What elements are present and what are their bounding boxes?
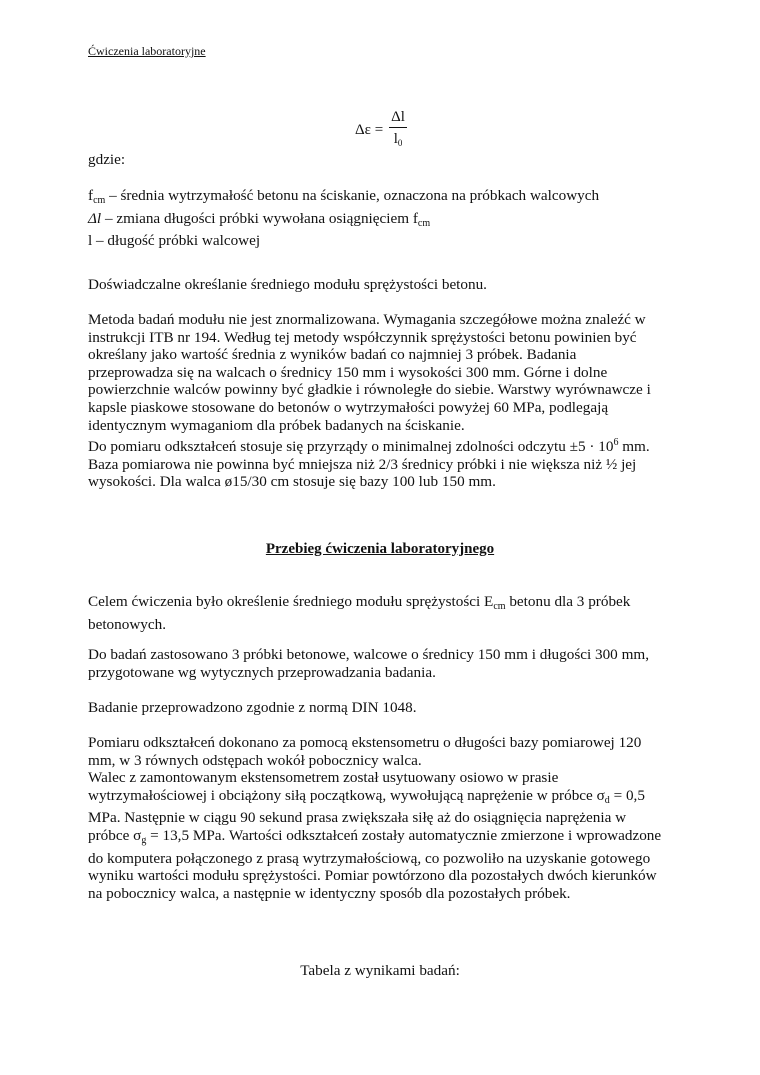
formula-numerator: Δl (389, 108, 407, 128)
formula-lhs: Δε = (355, 121, 384, 138)
definitions-list (88, 187, 688, 250)
page-header: Ćwiczenia laboratoryjne (88, 44, 206, 58)
definition-fcm: $f_{cm}$ – średnia wytrzymałość betonu na ściskanie, oznaczona na próbkach walcowych (88, 187, 600, 206)
definition-l: l – długość próbki walcowej (88, 232, 261, 250)
definition-delta-l: Δl – zmiana długości próbki wywołana osiągnięciem $f_{cm}$ (88, 209, 431, 229)
method-paragraph: Metoda badań modułu nie jest znormalizowana. Wymagania szczegółowe można znaleźć w instrukcji ITB nr 194. Według tej metody współczynnik sprężystości betonu powinien być określany jako wartość średnia z wyników badań co najmniej 3 próbek. Badania przeprowadza się na walcach o średnicy 150 mm i wysokości 300 mm. Górne i dolne powierzchnie walców powinny być gładkie i równoległe do siebie. Warstwy wyrównawcze i kapsle piaskowe stosowane do betonów o wytrzymałości powyżej 60 MPa, podlegają identycznym wymaganiom dla próbek badanych na ściskanie. Do pomiaru odkształceń stosuje się przyrządy o minimalnej zdolności odczytu $\pm 5 \cdot 10^6$ mm. Baza pomiarowa nie powinna być mniejsza niż 2/3 średnicy próbki i nie większa niż ½ jej wysokości. Dla walca ø15/30 cm stosuje się bazy 100 lub 150 mm. (88, 311, 688, 491)
table-caption: Tabela z wynikami badań: (300, 962, 460, 979)
procedure-paragraph: Pomiaru odkształceń dokonano za pomocą ekstensometru o długości bazy pomiarowej 120 mm, w 3 równych odstępach wokół pobocznicy walca. Walec z zamontowanym ekstensometrem został usytuowany osiowo w prasie wytrzymałościowej i obciążony siłą początkową, wywołującą naprężenie w próbce $\sigma_d = 0,5$ MPa. Następnie w ciągu 90 sekund prasa zwiększała siłę aż do osiągnięcia naprężenia w próbce $\sigma_g = 13,5$ MPa. Wartości odkształceń zostały automatycznie zmierzone i wprowadzone do komputera połączonego z prasą wytrzymałościową, co pozwoliło na uzyskanie gotowego wyniku wartości modułu sprężystości. Pomiar powtórzono dla pozostałych dwóch kierunków na pobocznicy walca, a następnie w identyczny sposób dla pozostałych próbek. (88, 734, 662, 902)
norm-paragraph: Badanie przeprowadzono zgodnie z normą DIN 1048. (88, 699, 417, 716)
section-title: Przebieg ćwiczenia laboratoryjnego (265, 541, 495, 557)
measure-line: Do pomiaru odkształceń stosuje się przyrządy o minimalnej zdolności odczytu $\pm 5 \cdot 10^6$ mm. (88, 437, 650, 456)
goal-paragraph: Celem ćwiczenia było określenie średniego modułu sprężystości $E_{cm}$ betonu dla 3 próbek betonowych. (88, 593, 631, 633)
strain-formula (355, 108, 407, 152)
modulus-heading: Doświadczalne określanie średniego modułu sprężystości betonu. (88, 276, 487, 293)
gdzie-label: gdzie: (88, 151, 126, 168)
formula-fraction (389, 108, 407, 152)
formula-denominator: $l_0$ (393, 131, 403, 148)
samples-paragraph: Do badań zastosowano 3 próbki betonowe, walcowe o średnicy 150 mm i długości 300 mm, przygotowane wg wytycznych przeprowadzania badania. (88, 646, 649, 681)
